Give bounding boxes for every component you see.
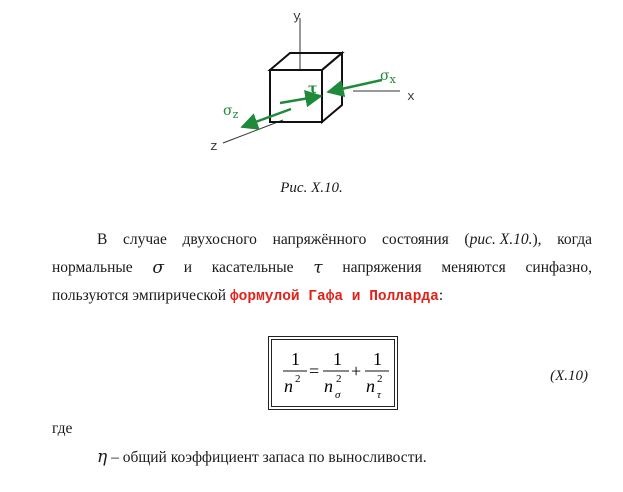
svg-text:1: 1 xyxy=(333,349,342,369)
word: и xyxy=(183,259,193,276)
where-label: где xyxy=(52,420,73,437)
tau-symbol: τ xyxy=(313,258,323,278)
svg-text:2: 2 xyxy=(295,373,301,385)
z-axis-label: z xyxy=(210,139,218,154)
word: случае xyxy=(122,231,167,248)
word: когда xyxy=(557,231,592,248)
equation-number: (X.10) xyxy=(550,368,588,384)
eta-text: – общий коэффициент запаса по выносливости. xyxy=(107,449,427,466)
figure-reference: (рис. X.10.), xyxy=(464,231,542,248)
svg-text:1: 1 xyxy=(373,349,382,369)
svg-text:1: 1 xyxy=(291,349,300,369)
formula-name-link: формулой Гафа и Полларда xyxy=(229,289,439,305)
paragraph-line-1 xyxy=(52,226,592,254)
word: напряжения xyxy=(342,259,422,276)
tau-label: τ xyxy=(308,81,318,97)
sigma-symbol: σ xyxy=(152,258,164,278)
eta-symbol: η xyxy=(97,447,108,467)
svg-text:n: n xyxy=(324,376,333,396)
word: состояния xyxy=(382,231,449,248)
colon: : xyxy=(438,287,444,304)
tau-arrow xyxy=(280,96,321,103)
paragraph-line-3 xyxy=(52,282,592,310)
svg-text:2: 2 xyxy=(336,373,342,385)
word: напряжённого xyxy=(272,231,367,248)
sigma-z-label: $\sigma_z$ xyxy=(223,103,239,121)
svg-text:τ: τ xyxy=(377,389,381,401)
svg-text:n: n xyxy=(366,376,375,396)
x-axis-label: x xyxy=(407,89,415,104)
figure-caption: Рис. X.10. xyxy=(280,180,343,196)
svg-text:σ: σ xyxy=(335,389,341,401)
word: синфазно, xyxy=(525,259,592,276)
word: В xyxy=(97,231,108,248)
svg-text:+: + xyxy=(351,361,362,381)
svg-text:n: n xyxy=(284,376,293,396)
svg-text:2: 2 xyxy=(377,373,383,385)
sigma-x-label: $\sigma_x$ xyxy=(380,68,396,86)
eta-definition xyxy=(97,447,427,467)
word: касательные xyxy=(211,259,294,276)
paragraph-line-2 xyxy=(52,254,592,282)
sigma-z-arrow xyxy=(242,109,291,127)
gough-pollard-formula xyxy=(269,337,397,409)
word: двухосного xyxy=(182,231,257,248)
y-axis-label: y xyxy=(293,9,301,24)
word: нормальные xyxy=(52,259,133,276)
sigma-x-arrow xyxy=(328,80,382,92)
formula-box xyxy=(268,336,398,410)
word: меняются xyxy=(441,259,506,276)
stress-element-figure xyxy=(195,0,435,160)
line-text: пользуются эмпирической xyxy=(52,287,227,304)
svg-text:=: = xyxy=(309,361,320,381)
